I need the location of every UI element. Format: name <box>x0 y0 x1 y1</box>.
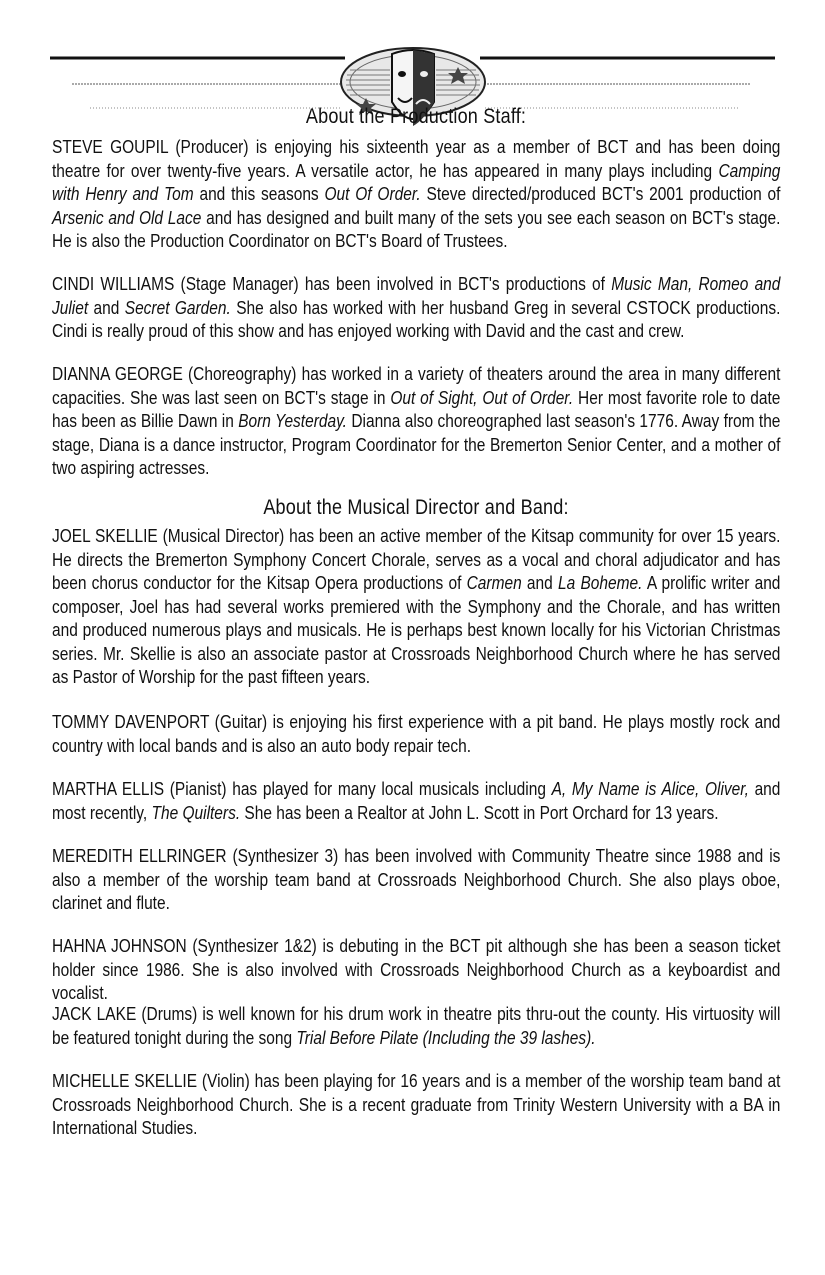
bio-title-italic: Out Of Order. <box>324 184 421 204</box>
bio-text: MARTHA ELLIS (Pianist) has played for many local musicals including <box>52 779 552 799</box>
bio-title-italic: Secret Garden. <box>124 297 231 318</box>
bio-text: MICHELLE SKELLIE (Violin) has been playing for 16 years and is a member of the worship team band at Crossroads Neighborhood Church. She is a recent graduate from Trinity Western University with a BA in International Studies. <box>52 1071 781 1138</box>
bio-text: CINDI WILLIAMS (Stage Manager) has been involved in BCT's productions of <box>52 274 612 294</box>
bio-text: and most recently, <box>52 779 781 823</box>
bio-text: A prolific writer and composer, Joel has had several works premiered with the Symphony and the Chorale, and has written and produced numerous plays and musicals. He is perhaps best known locally for his Victorian Christmas series. Mr. Skellie is also an associate pastor at Crossroads Neighborhood Church where he has served as Pastor of Worship for the past fifteen years. <box>52 573 781 687</box>
bio-text: Steve directed/produced BCT's 2001 production of <box>420 184 781 204</box>
bio-text: and <box>88 297 125 318</box>
bio-title-italic: Born Yesterday. <box>238 411 347 431</box>
bio-text: She also has worked with her husband Greg in several CSTOCK productions. Cindi is really proud of this show and has enjoyed working with David and the cast and crew. <box>52 297 781 341</box>
bio-text: JOEL SKELLIE (Musical Director) has been an active member of the Kitsap community for over 15 years. He directs the Bremerton Symphony Concert Chorale, serves as a vocal and choral adjudicator and has been chorus conductor for the Kitsap Opera productions of <box>52 526 781 593</box>
bio-text: HAHNA JOHNSON (Synthesizer 1&2) is debuting in the BCT pit although she has been a season ticket holder since 1986. She is also involved with Crossroads Neighborhood Church as a keyboardist and vocalist. <box>52 936 781 1003</box>
bio-text: She has been a Realtor at John L. Scott in Port Orchard for 13 years. <box>240 802 719 823</box>
band-section-heading: About the Musical Director and Band: <box>263 496 569 519</box>
bio-text: Dianna also choreographed last season's 1776. Away from the stage, Diana is a dance instructor, Program Coordinator for the Bremerton Senior Center, and a mother of two aspiring actresses. <box>52 411 781 478</box>
bio-tommy-davenport <box>52 711 780 758</box>
bio-title-italic: A, My Name is Alice, Oliver, <box>551 779 749 799</box>
bio-title-italic: Music Man, Romeo and Juliet <box>52 274 781 318</box>
bio-title-italic: Carmen <box>466 573 522 593</box>
bio-text: MEREDITH ELLRINGER (Synthesizer 3) has been involved with Community Theatre since 1988 and is also a member of the worship team band at Crossroads Neighborhood Church. She also plays oboe, clarinet and flute. <box>52 846 781 913</box>
bio-meredith-ellringer <box>52 845 780 916</box>
bio-dianna-george <box>52 363 780 481</box>
bio-text: DIANNA GEORGE (Choreography) has worked in a variety of theaters around the area in many different capacities. She was last seen on BCT's stage in <box>52 364 781 408</box>
bio-text: TOMMY DAVENPORT (Guitar) is enjoying his first experience with a pit band. He plays mostly rock and country with local bands and is also an auto body repair tech. <box>52 712 781 756</box>
bio-title-italic: Arsenic and Old Lace <box>52 207 202 228</box>
bio-text: STEVE GOUPIL (Producer) is enjoying his sixteenth year as a member of BCT and has been doing theatre for over twenty-five years. A versatile actor, he has appeared in many plays including <box>52 137 781 181</box>
bio-martha-ellis <box>52 778 780 825</box>
bio-michelle-skellie <box>52 1070 780 1141</box>
bio-text: JACK LAKE (Drums) is well known for his drum work in theatre pits thru-out the county. His virtuosity will be featured tonight during the song <box>52 1004 781 1048</box>
bio-jack-lake <box>52 1003 780 1050</box>
bio-text: and <box>521 573 559 593</box>
bio-title-italic: The Quilters. <box>151 802 241 823</box>
staff-section-heading: About the Production Staff: <box>305 105 527 128</box>
bio-title-italic: La Boheme. <box>558 573 643 593</box>
bio-joel-skellie <box>52 525 780 690</box>
bio-title-italic: Trial Before Pilate (Including the 39 lashes). <box>296 1027 596 1048</box>
bio-title-italic: Camping with Henry and Tom <box>52 160 781 204</box>
bio-cindi-williams <box>52 273 780 344</box>
bio-text: and has designed and built many of the sets you see each season on BCT's stage. He is also the Production Coordinator on BCT's Board of Trustees. <box>52 207 781 251</box>
bio-text: and this seasons <box>193 184 325 204</box>
bio-steve-goupil <box>52 136 780 254</box>
bio-hahna-johnson <box>52 935 780 1006</box>
bio-title-italic: Out of Sight, Out of Order. <box>390 387 574 408</box>
bio-text: Her most favorite role to date has been as Billie Dawn in <box>52 387 781 431</box>
